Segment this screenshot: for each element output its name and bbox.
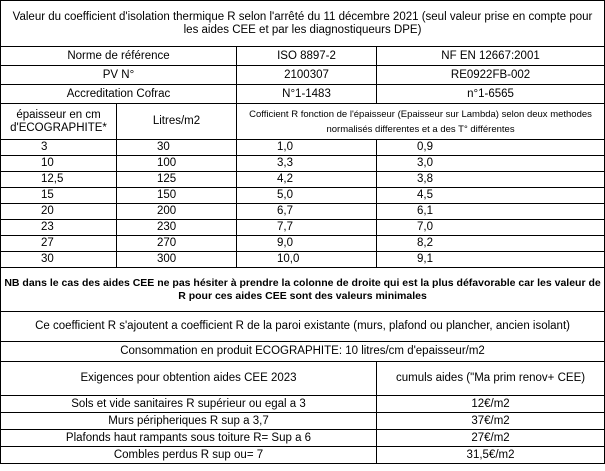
- litres-cell: 125: [117, 172, 237, 188]
- table-row: [1, 236, 605, 252]
- litres-cell: 200: [117, 204, 237, 220]
- litres-cell: 230: [117, 220, 237, 236]
- r-nf-cell: 3,8: [377, 172, 605, 188]
- note-consommation: Consommation en produit ECOGRAPHITE: 10 litres/cm d'epaisseur/m2: [1, 342, 605, 362]
- epaisseur-cell: 10: [1, 156, 117, 172]
- r-nf-cell: 7,0: [377, 220, 605, 236]
- cofrac-value-1: N°1-1483: [237, 85, 377, 104]
- r-iso-cell: 4,2: [237, 172, 377, 188]
- aide-value: 37€/m2: [377, 413, 605, 430]
- table-row: [1, 204, 605, 220]
- table-row: [1, 140, 605, 156]
- aide-label: Plafonds haut rampants sous toiture R= Sup a 6: [1, 430, 377, 447]
- table-row: [1, 447, 605, 464]
- norme-label: Norme de référence: [1, 47, 237, 66]
- epaisseur-cell: 30: [1, 252, 117, 268]
- epaisseur-cell: 3: [1, 140, 117, 156]
- table-row: [1, 396, 605, 413]
- r-nf-cell: 8,2: [377, 236, 605, 252]
- table-row: [1, 172, 605, 188]
- norme-value-2: NF EN 12667:2001: [377, 47, 605, 66]
- aide-value: 31,5€/m2: [377, 447, 605, 464]
- aides-header-cumuls: cumuls aides ("Ma prim renov+ CEE): [377, 362, 605, 396]
- col-header-coefficient-r: Cofficient R fonction de l'épaisseur (Epaisseur sur Lambda) selon deux methodes normalisés differentes et a des T° différentes: [237, 104, 605, 140]
- pv-value-2: RE0922FB-002: [377, 66, 605, 85]
- r-iso-cell: 3,3: [237, 156, 377, 172]
- table-row: [1, 156, 605, 172]
- pv-value-1: 2100307: [237, 66, 377, 85]
- litres-cell: 300: [117, 252, 237, 268]
- r-nf-cell: 6,1: [377, 204, 605, 220]
- epaisseur-cell: 15: [1, 188, 117, 204]
- r-iso-cell: 6,7: [237, 204, 377, 220]
- col-header-litres: Litres/m2: [117, 104, 237, 140]
- r-iso-cell: 1,0: [237, 140, 377, 156]
- litres-cell: 270: [117, 236, 237, 252]
- aide-label: Sols et vide sanitaires R supérieur ou egal a 3: [1, 396, 377, 413]
- aide-value: 12€/m2: [377, 396, 605, 413]
- epaisseur-cell: 23: [1, 220, 117, 236]
- col-header-epaisseur: épaisseur en cm d'ECOGRAPHITE*: [1, 104, 117, 140]
- table-row: [1, 413, 605, 430]
- aide-label: Murs péripheriques R sup a 3,7: [1, 413, 377, 430]
- cofrac-value-2: n°1-6565: [377, 85, 605, 104]
- r-nf-cell: 4,5: [377, 188, 605, 204]
- aide-label: Combles perdus R sup ou= 7: [1, 447, 377, 464]
- aides-header-exigences: Exigences pour obtention aides CEE 2023: [1, 362, 377, 396]
- epaisseur-cell: 12,5: [1, 172, 117, 188]
- litres-cell: 30: [117, 140, 237, 156]
- aide-value: 27€/m2: [377, 430, 605, 447]
- litres-cell: 150: [117, 188, 237, 204]
- table-row: [1, 252, 605, 268]
- r-nf-cell: 0,9: [377, 140, 605, 156]
- r-iso-cell: 10,0: [237, 252, 377, 268]
- r-nf-cell: 3,0: [377, 156, 605, 172]
- note-nb: NB dans le cas des aides CEE ne pas hésiter à prendre la colonne de droite qui est la plus défavorable car les valeur de R pour ces aides CEE sont des valeurs minimales: [1, 268, 605, 312]
- note-coefficient: Ce coefficient R s'ajoutent a coefficient R de la paroi existante (murs, plafond ou plancher, ancien isolant): [1, 312, 605, 342]
- table-title: Valeur du coefficient d'isolation thermique R selon l'arrêté du 11 décembre 2021 (seul valeur prise en compte pour les aides CEE et par les diagnostiqueurs DPE): [1, 1, 605, 47]
- table-row: [1, 188, 605, 204]
- norme-value-1: ISO 8897-2: [237, 47, 377, 66]
- r-iso-cell: 9,0: [237, 236, 377, 252]
- litres-cell: 100: [117, 156, 237, 172]
- epaisseur-cell: 27: [1, 236, 117, 252]
- pv-label: PV N°: [1, 66, 237, 85]
- r-iso-cell: 5,0: [237, 188, 377, 204]
- r-nf-cell: 9,1: [377, 252, 605, 268]
- cofrac-label: Accreditation Cofrac: [1, 85, 237, 104]
- table-row: [1, 430, 605, 447]
- r-iso-cell: 7,7: [237, 220, 377, 236]
- epaisseur-cell: 20: [1, 204, 117, 220]
- table-row: [1, 220, 605, 236]
